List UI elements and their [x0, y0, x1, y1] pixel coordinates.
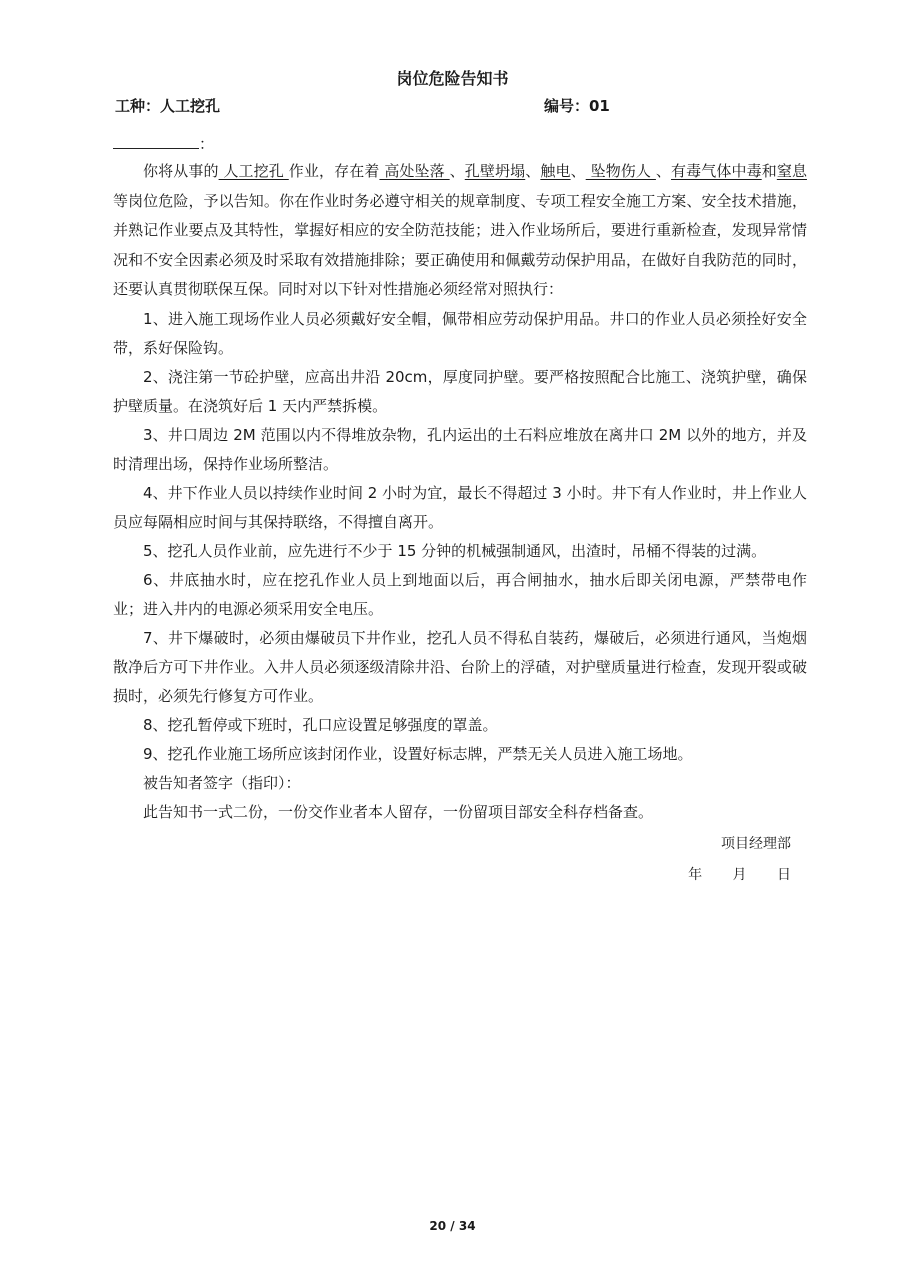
salutation-colon: ：	[199, 135, 215, 153]
name-blank	[113, 134, 199, 149]
hazard-item: 高处坠落	[379, 162, 450, 180]
document-title: 岗位危险告知书	[396, 69, 509, 88]
intro-text: 作业，存在着	[288, 162, 380, 180]
hazard-item: 有毒气体中毒	[671, 162, 762, 180]
measure-item-5: 5、挖孔人员作业前，应先进行不少于 15 分钟的机械强制通风，出渣时，吊桶不得装的过满。	[143, 541, 767, 560]
measure-item-7: 7、井下爆破时，必须由爆破员下井作业，挖孔人员不得私自装药，爆破后，必须进行通风，当炮烟散净后方可下井作业。入井人员必须逐级清除井沿、台阶上的浮碴，对护壁质量进行检查，发现开裂或破损时，必须先行修复方可作业。	[113, 628, 807, 705]
measure-item-8: 8、挖孔暂停或下班时，孔口应设置足够强度的罩盖。	[143, 715, 498, 734]
copies-note: 此告知书一式二份，一份交作业者本人留存，一份留项目部安全科存档备查。	[143, 802, 654, 821]
separator: 、	[570, 162, 586, 180]
hazard-item: 窒息	[776, 162, 807, 180]
separator: 、	[449, 162, 465, 180]
measure-item-1: 1、进入施工现场作业人员必须戴好安全帽，佩带相应劳动保护用品。井口的作业人员必须拴好安全带，系好保险钩。	[113, 309, 807, 357]
intro-text: 等岗位危险，予以告知。你在作业时务必遵守相关的规章制度、专项工程安全施工方案、安全技术措施，并熟记作业要点及其特性，掌握好相应的安全防范技能；进入作业场所后，要进行重新检查，发现异常情况和不安全因素必须及时采取有效措施排除；要正确使用和佩戴劳动保护用品，在做好自我防范的同时，还要认真贯彻联保互保。同时对以下针对性措施必须经常对照执行：	[113, 191, 807, 298]
measure-item-2: 2、浇注第一节砼护壁，应高出井沿 20cm，厚度同护壁。要严格按照配合比施工、浇筑护壁，确保护壁质量。在浇筑好后 1 天内严禁拆模。	[113, 367, 807, 415]
issuer: 项目经理部	[721, 835, 791, 852]
document-number: 编号：01	[544, 97, 610, 115]
separator: 、	[655, 162, 672, 180]
measure-item-6: 6、井底抽水时，应在挖孔作业人员上到地面以后，再合闸抽水，抽水后即关闭电源，严禁带电作业；进入井内的电源必须采用安全电压。	[113, 570, 807, 618]
salutation-line	[113, 133, 214, 154]
measure-item-3: 3、井口周边 2M 范围以内不得堆放杂物，孔内运出的土石料应堆放在离井口 2M 以外的地方，并及时清理出场，保持作业场所整洁。	[113, 425, 807, 473]
separator: 和	[761, 162, 777, 180]
hazard-item: 触电	[540, 162, 571, 180]
signature-label: 被告知者签字（指印）：	[143, 773, 301, 792]
date-line: 年 月 日	[688, 866, 791, 883]
job-type: 工种：人工挖孔	[115, 97, 221, 115]
hazard-item: 坠物伤人	[585, 162, 656, 180]
hazard-item: 孔壁坍塌	[464, 162, 526, 180]
job-name: 人工挖孔	[218, 162, 289, 180]
measure-item-9: 9、挖孔作业施工场所应该封闭作业，设置好标志牌，严禁无关人员进入施工场地。	[143, 744, 693, 763]
intro-paragraph	[113, 157, 807, 305]
separator: 、	[525, 162, 541, 180]
measure-item-4: 4、井下作业人员以持续作业时间 2 小时为宜，最长不得超过 3 小时。井下有人作业时，井上作业人员应每隔相应时间与其保持联络，不得擅自离开。	[113, 483, 807, 531]
page-number: 20 / 34	[429, 1219, 476, 1233]
notice-body	[113, 157, 807, 890]
intro-text: 你将从事的	[143, 162, 219, 180]
